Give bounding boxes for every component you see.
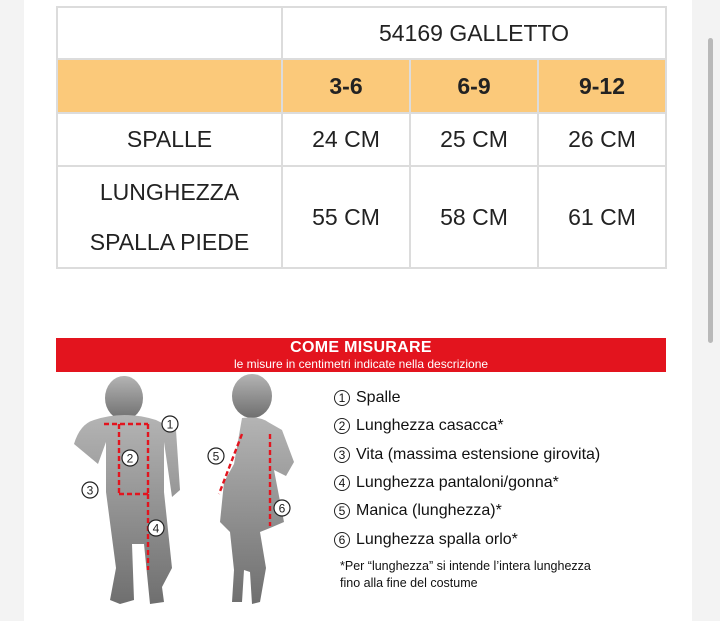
banner-subtitle: le misure in centimetri indicate nella descrizione [233, 357, 489, 371]
legend-number: 4 [334, 475, 350, 491]
legend-label: Vita (massima estensione girovita) [356, 445, 601, 463]
empty-cell [57, 7, 282, 59]
legend-item [334, 384, 684, 412]
svg-text:4: 4 [152, 521, 160, 536]
length-note [340, 558, 680, 592]
legend-item [334, 469, 684, 497]
legend-item [334, 412, 684, 440]
table-cell: 25 CM [410, 113, 538, 166]
legend-number: 3 [334, 447, 350, 463]
banner-title: COME MISURARE [290, 339, 432, 356]
table-row [57, 7, 666, 59]
empty-header-cell [57, 59, 282, 113]
legend-item [334, 525, 684, 553]
svg-text:1: 1 [166, 417, 174, 432]
legend-label: Lunghezza spalla orlo* [356, 530, 518, 548]
marker-4 [148, 520, 164, 536]
svg-text:5: 5 [212, 449, 220, 464]
table-cell: 61 CM [538, 166, 666, 268]
row-label: SPALLE [57, 113, 282, 166]
measurement-figures [24, 372, 354, 621]
size-header: 6-9 [410, 59, 538, 113]
row-label-line: LUNGHEZZA [99, 179, 240, 205]
note-line: fino alla fine del costume [340, 576, 478, 590]
legend-number: 6 [334, 532, 350, 548]
legend-number: 5 [334, 503, 350, 519]
table-cell: 55 CM [282, 166, 410, 268]
svg-text:2: 2 [126, 451, 134, 466]
table-row [57, 113, 666, 166]
legend-label: Lunghezza pantaloni/gonna* [356, 474, 559, 492]
size-header: 9-12 [538, 59, 666, 113]
size-table [56, 6, 667, 269]
marker-3 [82, 482, 98, 498]
legend-number: 2 [334, 418, 350, 434]
product-name: 54169 GALLETTO [282, 7, 666, 59]
table-cell: 24 CM [282, 113, 410, 166]
legend-label: Lunghezza casacca* [356, 417, 504, 435]
row-label-line: SPALLA PIEDE [89, 229, 250, 255]
measurement-legend [334, 384, 684, 554]
page-content [24, 0, 692, 621]
size-header: 3-6 [282, 59, 410, 113]
table-cell: 58 CM [410, 166, 538, 268]
table-row [57, 166, 666, 268]
marker-5 [208, 448, 224, 464]
note-line: *Per “lunghezza” si intende l’intera lunghezza [340, 559, 591, 573]
marker-1 [162, 416, 178, 432]
marker-2 [122, 450, 138, 466]
table-cell: 26 CM [538, 113, 666, 166]
svg-text:3: 3 [86, 483, 94, 498]
marker-6 [274, 500, 290, 516]
come-misurare-banner [56, 338, 666, 372]
legend-item [334, 497, 684, 525]
scrollbar[interactable] [708, 38, 713, 343]
size-header-row [57, 59, 666, 113]
legend-label: Manica (lunghezza)* [356, 502, 502, 520]
svg-text:6: 6 [278, 501, 286, 516]
legend-number: 1 [334, 390, 350, 406]
legend-label: Spalle [356, 389, 401, 407]
child-side-figure [220, 374, 294, 604]
legend-item [334, 441, 684, 469]
row-label [57, 166, 282, 268]
